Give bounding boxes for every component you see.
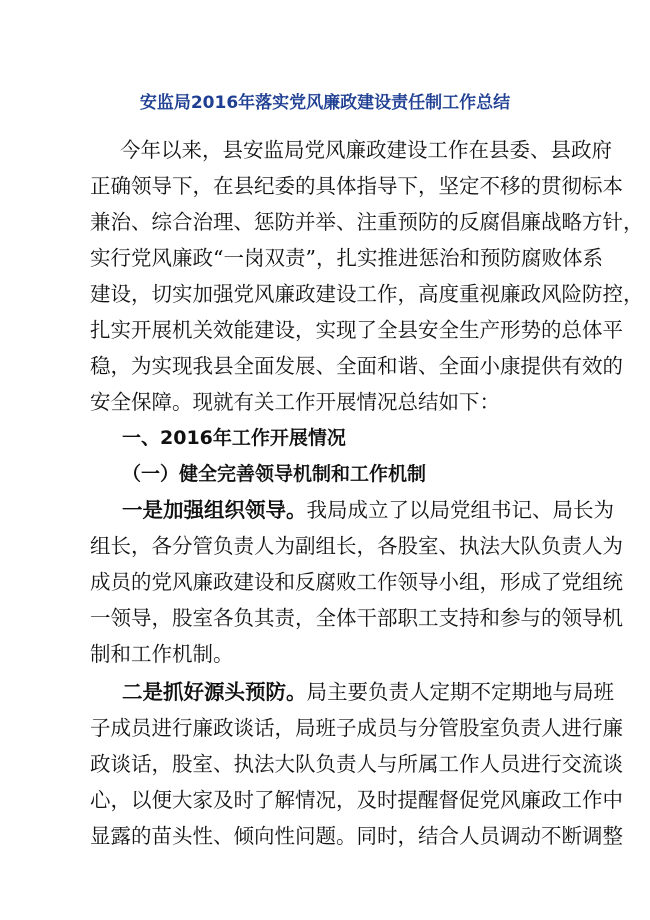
paragraph-text: 局主要负责人定期不定期地与局班 [306, 680, 614, 704]
intro-line: 今年以来，县安监局党风廉政建设工作在县委、县政府 [120, 138, 612, 162]
paragraph-lead: 一是加强组织领导。 [122, 498, 307, 522]
paragraph-text: 我局成立了以局党组书记、局长为 [306, 498, 614, 522]
document-title: 安监局2016年落实党风廉政建设责任制工作总结 [139, 93, 511, 113]
intro-line: 实行党风廉政“一岗双责”，扎实推进惩治和预防腐败体系 [90, 246, 603, 270]
intro-line: 稳，为实现我县全面发展、全面和谐、全面小康提供有效的 [90, 354, 623, 378]
paragraph-first-line [122, 674, 614, 710]
paragraph-first-line [122, 492, 614, 528]
intro-line: 扎实开展机关效能建设，实现了全县安全生产形势的总体平 [90, 318, 623, 342]
paragraph-line: 制和工作机制。 [90, 642, 234, 666]
intro-line: 兼治、综合治理、惩防并举、注重预防的反腐倡廉战略方针， [90, 210, 644, 234]
section-heading: 一、2016年工作开展情况 [122, 427, 346, 449]
paragraph-line: 心，以便大家及时了解情况，及时提醒督促党风廉政工作中 [90, 788, 623, 812]
paragraph-line: 一领导，股室各负其责，全体干部职工支持和参与的领导机 [90, 606, 623, 630]
paragraph-line: 显露的苗头性、倾向性问题。同时，结合人员调动不断调整 [90, 824, 623, 848]
paragraph-line: 子成员进行廉政谈话，局班子成员与分管股室负责人进行廉 [90, 716, 623, 740]
paragraph-lead: 二是抓好源头预防。 [122, 680, 307, 704]
intro-line: 建设，切实加强党风廉政建设工作，高度重视廉政风险防控， [90, 282, 644, 306]
subsection-heading: （一）健全完善领导机制和工作机制 [122, 463, 427, 485]
paragraph-line: 成员的党风廉政建设和反腐败工作领导小组，形成了党组统 [90, 570, 623, 594]
paragraph-line: 政谈话，股室、执法大队负责人与所属工作人员进行交流谈 [90, 752, 623, 776]
intro-line: 安全保障。现就有关工作开展情况总结如下： [90, 390, 500, 414]
intro-line: 正确领导下，在县纪委的具体指导下，坚定不移的贯彻标本 [90, 174, 623, 198]
paragraph-line: 组长，各分管负责人为副组长，各股室、执法大队负责人为 [90, 534, 623, 558]
